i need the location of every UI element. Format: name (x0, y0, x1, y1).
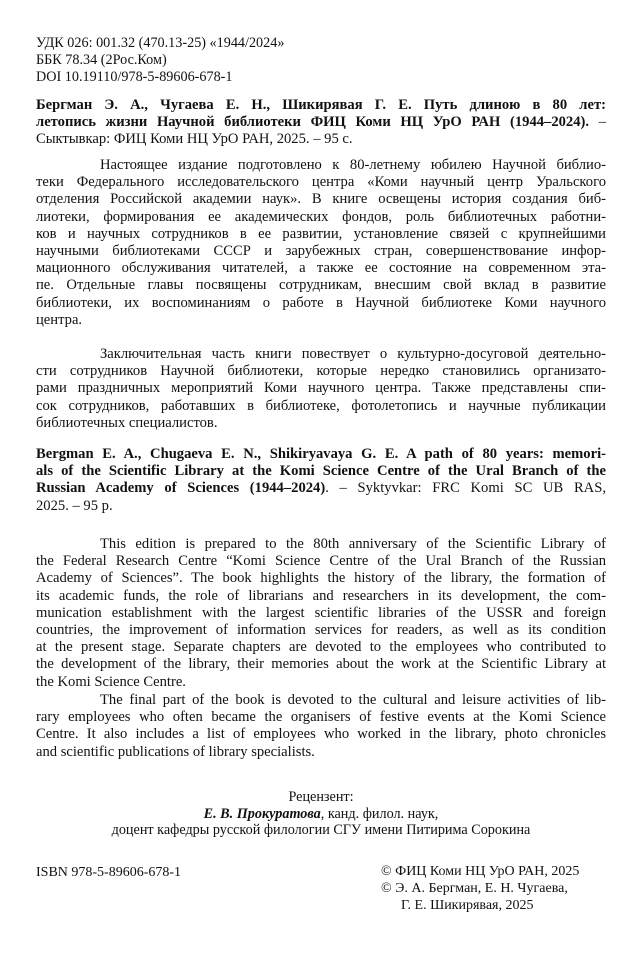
reviewer-block (36, 789, 606, 839)
text-line: rary employees who often became the organisers of festive events at the Komi Science (36, 709, 606, 726)
reviewer-line (36, 806, 606, 823)
russian-bibliographic-record (36, 97, 606, 149)
text-line: теки Федерального исследовательского центра «Коми научный центр Уральского (36, 174, 606, 191)
biblio-line: Russian Academy of Sciences (1944–2024). – Syktyvkar: FRC Komi SC UB RAS, (36, 480, 606, 497)
text-line: Заключительная часть книги повествует о культурно-досуговой деятельно- (100, 346, 606, 362)
udk-code: УДК 026: 001.32 (470.13-25) «1944/2024» (36, 35, 285, 51)
copyright-authors-cont: Г. Е. Шикирявая, 2025 (401, 898, 534, 913)
biblio-line: 2025. – 95 p. (36, 497, 113, 514)
classification-codes (36, 35, 284, 86)
copyright-publisher: © ФИЦ Коми НЦ УрО РАН, 2025 (381, 864, 580, 879)
russian-abstract-paragraph-2 (36, 346, 606, 432)
text-line: The final part of the book is devoted to the cultural and leisure activities of lib- (100, 692, 606, 708)
text-line: научными библиотеками СССР и зарубежных стран, совершенствование инфор- (36, 242, 606, 259)
russian-abstract-paragraph-1 (36, 157, 606, 329)
english-abstract-paragraph-1 (36, 536, 606, 691)
text-line: countries, the improvement of information services for readers, as well as its condition (36, 621, 606, 638)
copyright-block (381, 863, 579, 914)
text-line: сти сотрудников Научной библиотеки, которые нередко становились организато- (36, 363, 606, 380)
bbk-code: ББК 78.34 (2Рос.Ком) (36, 52, 167, 68)
reviewer-name: Е. В. Прокуратова (203, 805, 321, 822)
biblio-line: Bergman E. A., Chugaeva E. N., Shikiryavaya G. E. A path of 80 years: memori- (36, 446, 606, 462)
text-line: библиотечных специалистов. (36, 414, 218, 431)
text-line: рами праздничных мероприятий Коми научного центра. Также представлены спи- (36, 380, 606, 397)
doi-code: DOI 10.19110/978-5-89606-678-1 (36, 69, 233, 85)
text-line: ков и научных сотрудников в ее развитии, установление связей с крупнейшими (36, 225, 606, 242)
text-line: This edition is prepared to the 80th anniversary of the Scientific Library of (100, 536, 606, 552)
text-line: лиотеки, формирования ее академических фондов, роль библиотечных работни- (36, 208, 606, 225)
biblio-line: Сыктывкар: ФИЦ Коми НЦ УрО РАН, 2025. – 95 с. (36, 131, 353, 148)
text-line: пе. Отдельные главы посвящены сотрудникам, внесшим свой вклад в развитие (36, 277, 606, 294)
text-line: центра. (36, 311, 83, 328)
text-line: Academy of Sciences”. The book highlights the history of the library, the formation of (36, 570, 606, 587)
text-line: the development of the library, their memories about the work at the Scientific Library at (36, 656, 606, 673)
english-bibliographic-record (36, 446, 606, 515)
biblio-line: летопись жизни Научной библиотеки ФИЦ Коми НЦ УрО РАН (1944–2024). – (36, 114, 606, 131)
reviewer-position: доцент кафедры русской филологии СГУ имени Питирима Сорокина (111, 822, 531, 838)
text-line: at the present stage. Separate chapters are devoted to the employees who contributed to (36, 639, 606, 656)
text-line: Centre. It also includes a list of employees who worked in the library, photo chronicles (36, 726, 606, 743)
text-line: сок сотрудников, работавших в библиотеке, фотолетопись и научные публикации (36, 397, 606, 414)
text-line: and scientific publications of library specialists. (36, 743, 315, 760)
text-line: its academic funds, the role of librarians and researchers in its development, the com- (36, 587, 606, 604)
biblio-line: als of the Scientific Library at the Komi Science Centre of the Ural Branch of the (36, 463, 606, 480)
isbn: ISBN 978-5-89606-678-1 (36, 865, 182, 880)
copyright-authors: © Э. А. Бергман, Е. Н. Чугаева, (381, 881, 568, 896)
text-line: the Federal Research Centre “Komi Science Centre of the Ural Branch of the Russian (36, 553, 606, 570)
text-line: мационного обслуживания читателей, а также ее состояние на современном эта- (36, 260, 606, 277)
text-line: Настоящее издание подготовлено к 80-летнему юбилею Научной библио- (100, 157, 606, 173)
text-line: отделения Российской академии наук». В книге освещены история создания биб- (36, 191, 606, 208)
text-line: the Komi Science Centre. (36, 673, 186, 690)
reviewer-label: Рецензент: (288, 789, 354, 805)
text-line: библиотеки, их воспоминаниям о работе в Научной библиотеке Коми научного (36, 294, 606, 311)
biblio-line: Бергман Э. А., Чугаева Е. Н., Шикирявая Г. Е. Путь длиною в 80 лет: (36, 97, 606, 113)
english-abstract-paragraph-2 (36, 692, 606, 761)
reviewer-degree: , канд. филол. наук, (320, 805, 439, 822)
text-line: munication establishment with the largest scientific libraries of the USSR and foreign (36, 604, 606, 621)
